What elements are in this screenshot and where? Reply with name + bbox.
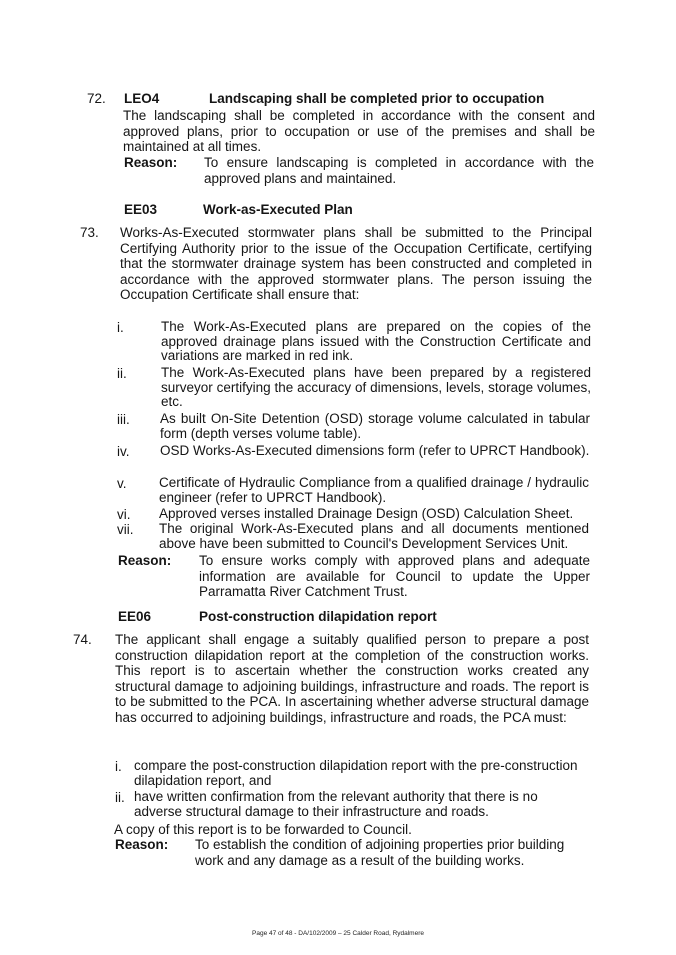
reason-label: Reason: [115,837,169,852]
condition-code: LEO4 [124,91,160,106]
condition-body: The applicant shall engage a suitably qualified person to prepare a post construction dilapidation report at the completion of the construction works. This report is to ascertain whether the construction works created any structural damage to adjoining buildings, infrastructure and roads. The report is to be submitted to the PCA. In ascertaining whether adverse structural damage has occurred to adjoining buildings, infrastructure and roads, the PCA must: [115,632,589,725]
list-item-number: iv. [117,444,130,459]
list-item-text: The original Work-As-Executed plans and all documents mentioned above have been submitted to Council's Development Services Unit. [159,521,589,551]
list-item-number: i. [117,320,124,335]
reason-text: To ensure landscaping is completed in accordance with the approved plans and maintained. [204,155,594,186]
list-item-number: vi. [117,507,131,522]
reason-text: To ensure works comply with approved plans and adequate information are available for Council to update the Upper Parramatta River Catchment Trust. [199,553,590,599]
list-item-text: As built On-Site Detention (OSD) storage volume calculated in tabular form (depth verses volume table). [160,411,590,441]
condition-code: EE03 [124,202,158,217]
copy-note: A copy of this report is to be forwarded to Council. [114,822,412,837]
list-item-text: have written confirmation from the relevant authority that there is no adverse structural damage to their infrastructure and roads. [134,789,538,819]
list-item-text: The Work-As-Executed plans are prepared on the copies of the approved drainage plans issued with the Construction Certificate and variations are marked in red ink. [161,319,591,363]
list-item-text: The Work-As-Executed plans have been prepared by a registered surveyor certifying the accuracy of dimensions, levels, storage volumes, etc. [161,365,591,409]
reason-text: To establish the condition of adjoining properties prior building work and any damage as a result of the building works. [195,837,565,868]
list-item-number: ii. [115,790,125,805]
reason-label: Reason: [124,155,178,170]
condition-title: Landscaping shall be completed prior to occupation [209,91,545,106]
list-item-text: OSD Works-As-Executed dimensions form (refer to UPRCT Handbook). [160,443,590,458]
list-item-number: ii. [117,366,127,381]
list-item-text: compare the post-construction dilapidation report with the pre-construction dilapidation report, and [134,758,578,788]
condition-number: 72. [87,91,106,106]
list-item-text: Approved verses installed Drainage Design (OSD) Calculation Sheet. [159,506,574,521]
condition-number: 73. [80,225,99,240]
list-item-number: iii. [117,412,130,427]
condition-body: Works-As-Executed stormwater plans shall be submitted to the Principal Certifying Authority prior to the issue of the Occupation Certificate, certifying that the stormwater drainage system has been constructed and completed in accordance with the approved stormwater plans. The person issuing the Occupation Certificate shall ensure that: [120,225,592,302]
reason-label: Reason: [118,553,172,568]
condition-body: The landscaping shall be completed in accordance with the consent and approved plans, prior to occupation or use of the premises and shall be maintained at all times. [123,108,595,154]
condition-title: Work-as-Executed Plan [203,202,353,217]
condition-code: EE06 [118,609,152,624]
page-footer: Page 47 of 48 - DA/102/2009 – 25 Calder Road, Rydalmere [252,930,424,937]
list-item-number: i. [115,759,122,774]
list-item-text: Certificate of Hydraulic Compliance from a qualified drainage / hydraulic engineer (refer to UPRCT Handbook). [159,475,589,505]
list-item-number: vii. [117,522,134,537]
condition-number: 74. [73,632,92,647]
list-item-number: v. [117,476,127,491]
condition-title: Post-construction dilapidation report [199,609,437,624]
